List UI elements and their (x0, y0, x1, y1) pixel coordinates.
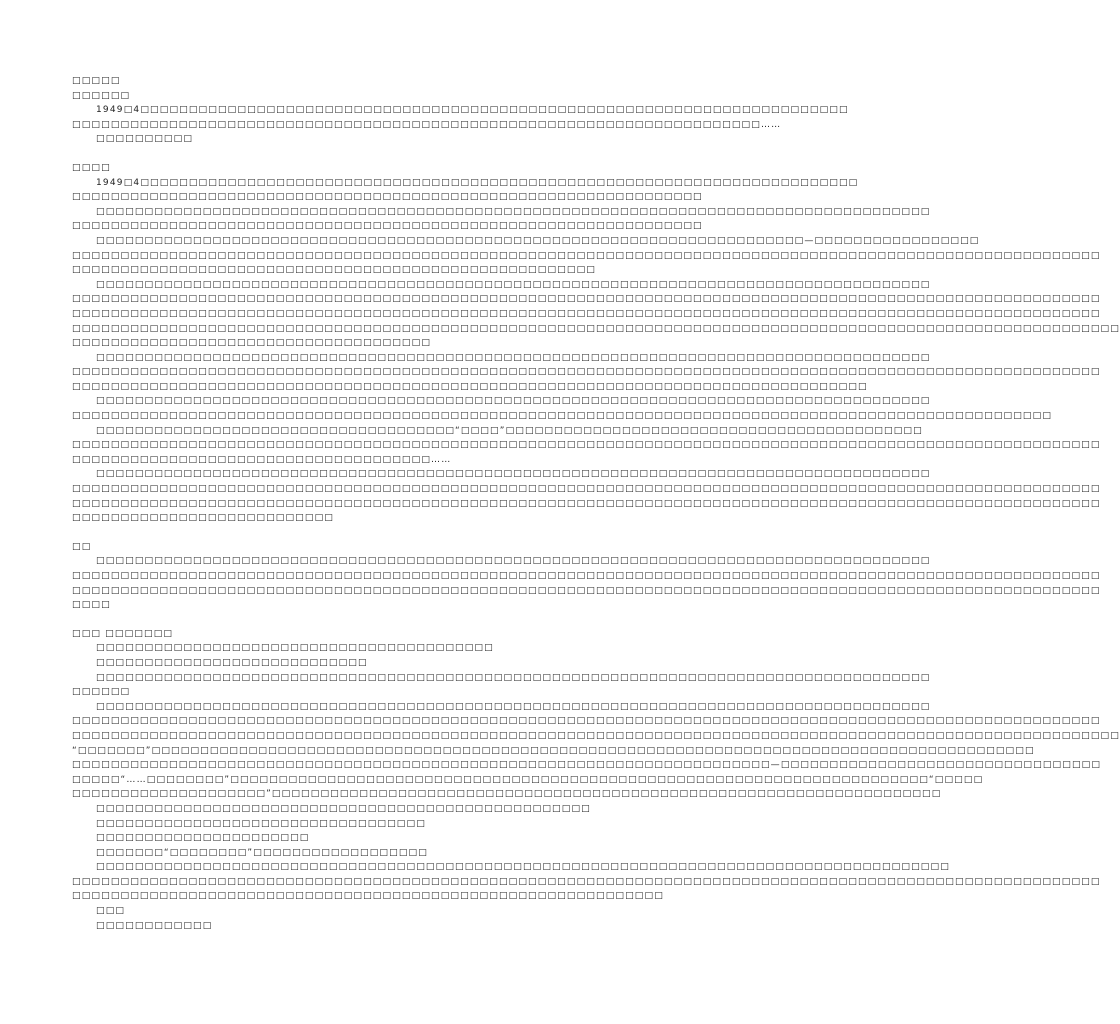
text-line: □□□□□□□□□□□□□□□□□□□□□□□□□□□□□□□□□□□□□□□□□□□□□□□□□□□□□□□□□□□□□□□□□□□□□□□□□□□□□□□□□□□□□□ (96, 352, 931, 363)
text-line: □□□□□□□“□□□□□□□□”□□□□□□□□□□□□□□□□□□ (96, 847, 428, 858)
text-line: □□□□□□□□□□□□□□□□□□□□□□□□□□□□□□□□□□□□□□□□□□□□□□□□□□□□□□□□□□□□□□□□□□□□□□□□□□□□□□□□□□□□□□ (96, 279, 931, 290)
text-line: □□□□□□□□□□□□□□□□□□□□□□□□□□□□□□□□□□□□□□□□□□□□□□□□□□□□□□□□□□□□□ (72, 891, 664, 902)
text-line: □□□□□□□□□□□□□□□□□□□□□□□□□□□□□□□□□□□□□“□□□□”□□□□□□□□□□□□□□□□□□□□□□□□□□□□□□□□□□□□□□□□□□□ (96, 425, 923, 436)
text-line: □□□ (96, 906, 126, 917)
text-line: □□□□□□ (72, 687, 131, 698)
text-line: □□□□□□□□□□□□□□□□□□□□□□□□□□□□□□□□□□□□□□□□□□□□□□□□□□□□□□□□□□□□□□□□□□□□□□□□□□□□□□□□□□□□□□□□ (96, 862, 950, 873)
text-line: □□□□ (72, 162, 111, 173)
text-line: □□□□□□□□□□□□□□□□□□□□□□□□□□□□□□□□□□□□□□□□□□□□□□□□□□□□□□□□□□□□□□□□□□□□□□□□□□□□□□□□□□ (72, 381, 868, 392)
text-line: □□□□□□□□□□□□□□□□□□□□□□□□□□□□□□□□□□□□□□□□□□□□□□□□□□□□□□□□□□□□□□□□□□□□□□□□□□□□□□□□□□□□□□□□□□□□□□□□□□□□□□□□□□ (72, 498, 1101, 509)
text-line: □□□□□□□□□□□□□□□□□□□□□□□□□□□□□□□□□□□□□□□□□□□□□□□□□□□□□□□□□□□□□□□□□□□□□□□□□□□□□□□□□□□□□□ (96, 556, 931, 567)
section-gap (72, 147, 708, 161)
text-line: 1949□4□□□□□□□□□□□□□□□□□□□□□□□□□□□□□□□□□□□□□□□□□□□□□□□□□□□□□□□□□□□□□□□□□□□□□□□□□ (96, 105, 849, 116)
text-line: □□□□□□□□□□□□□□□□□□□□□□□□□□□ (72, 513, 334, 524)
text-line: □□□□□□□□□□□□□□□□□□□□□□□□□□□□□□□□□□□□□□□□□□□□□□□□□□□□□□□□□□□□□□□□□□□□□□□□□□□□□□□□□□□□□□□□□□□□□□□□□□□□□□□□□□ (72, 585, 1101, 596)
text-line: □□□□□□□□□□□□□□□□□□□□□□□□□□□□□□□□□□□□□□□□□□□□□□□□□□□□□□□□□□□□□□□□□□□□□□□□□□□□□□□□□□□□□□□□□□□□□□□□□□□□□□□□□□ (72, 876, 1101, 887)
text-line: □□□□□□□□□□□□□□□□□□□□□□□□□□□□□□□□□□□□□□□□□□□□□□□□□□□□□□□□□□□□□□□□□□□□□□□□□□□□□□□□□□□□□□ (96, 672, 931, 683)
text-line: □□□□□□□□□□□□□□□□□□□□□□□□□□□□□□□□□□ (96, 818, 426, 829)
text-line: □□□□□□□□□□□□□□□□□□□□□□□□□□□□□□□□□□□□□□□□□□□□□□□□□□□□□□□□□□□□□□□□□□□□□□□□□□□□□□□□□□□□□□□□□□□□□□□□□□□□□□□□□□ (72, 716, 1101, 727)
section-gap (72, 526, 708, 540)
text-line: □□□□□□□□□□□□□□□□□□□□□□□□□□□□□□□□□□□□□□□□□□□□□□□□□□□□□□□□□□□□□□□□□ (72, 192, 703, 203)
text-line: “□□□□□□□”□□□□□□□□□□□□□□□□□□□□□□□□□□□□□□□□□□□□□□□□□□□□□□□□□□□□□□□□□□□□□□□□□□□□□□□□□□□□□□□□□□□□□□□□□□□ (72, 745, 1035, 756)
text-line: □□□□□“……□□□□□□□□”□□□□□□□□□□□□□□□□□□□□□□□□□□□□□□□□□□□□□□□□□□□□□□□□□□□□□□□□□□□□□□□□□□□□□□□□“□□□□□ (72, 774, 984, 785)
text-line: □□□□□□□□□□□□□□□□□□□□□□ (96, 833, 310, 844)
text-line: □□□□□□□□□□□□□□□□□□□□□□□□□□□□□□□□□□□□□□□□□□□□□□□□□□□□□□□□□□□□□□□□□□□□□□□□□□□□□□□□□□□□□□□□□□□□□□□□□□□□□□□□□□ (72, 250, 1101, 261)
text-line: □□□□□□□□□□□□□□□□□□□□□□□□□□□□□□□□□□□□□□□□□□□□□□□□□□□ (96, 803, 591, 814)
text-line: □□□□□□□□□□□□□□□□□□□□□□□□□□□□□□□□□□□□□…… (72, 454, 452, 465)
section-gap (72, 613, 708, 627)
text-line: □□□□□□□□□□□□□□□□□□□□□□□□□□□□□□□□□□□□□□□□□□□□□□□□□□□□□□□□□□□□□□□□□□□□□□□□□—□□□□□□□□□□□□□□□□□ (96, 235, 980, 246)
text-line: 1949□4□□□□□□□□□□□□□□□□□□□□□□□□□□□□□□□□□□□□□□□□□□□□□□□□□□□□□□□□□□□□□□□□□□□□□□□□□□ (96, 177, 859, 188)
text-line: □□□□□□□□□□□□□□□□□□□□□□□□□□□□□□□□□□□□□□□□□□□□□□□□□□□□□□□□□□□□□□□□□□□□□□□□□□□□□□□□□□□□□□□□□□□□□□□□□□□□□□□□□□ (72, 440, 1101, 451)
text-line: □□□□□□□□□□□□□□□□□□□□□□□□□□□□□□□□□□□□□□□□□□□□□□□□□□□□□□□□□□□□□□□□□□□□□□□□□□□□□□□□□□□□□□□□□□□□□□□□□□□□□□□□□□ (72, 484, 1101, 495)
text-line: □□□□□□ (72, 90, 131, 101)
document-body (72, 74, 1120, 933)
text-line: □□□□□□□□□□□□ (96, 920, 213, 931)
text-line: □□□□□□□□□□□□□□□□□□□□□□□□□□□□□□□□□□□□□□□□□□□□□□□□□□□□□□□□□□□□□□□□□□□□□□□□□□□□□□□□□□□□□□□□□□□□□□□□□□□□□□□□□□□□ (72, 323, 1120, 334)
text-line: □□□□□□□□□□□□□□□□□□□□□□□□□□□□□□□□□□□□□□□□□□□□□□□□□□□□□□□□□□□□□□□□□□□□□□□□□□□□□□□□□□□□□□□□□□□□□□□□□□□□□□□□□□ (72, 367, 1101, 378)
text-line: □□□□□□□□□□□□□□□□□□□□”□□□□□□□□□□□□□□□□□□□□□□□□□□□□□□□□□□□□□□□□□□□□□□□□□□□□□□□□□□□□□□□□□□□□□ (72, 789, 942, 800)
text-line: □□□□□□□□□□ (96, 134, 194, 145)
text-line: □□ (72, 541, 92, 552)
text-line: □□□□□□□□□□□□□□□□□□□□□□□□□□□□□□□□□□□□□□□□□□□□□□□□□□□□□□□□□□□□□□□□□ (72, 221, 703, 232)
text-line: □□□ □□□□□□□ (72, 628, 174, 639)
text-line: □□□□□□□□□□□□□□□□□□□□□□□□□□□□□□□□□□□□□□□□□□□□□□□□□□□□□□□□□□□□□□□□□□□□□□□…… (72, 119, 782, 130)
text-line: □□□□□□□□□□□□□□□□□□□□□□□□□□□□□□□□□□□□□□□□□ (96, 643, 494, 654)
text-line: □□□□□□□□□□□□□□□□□□□□□□□□□□□□□□□□□□□□□□□□□□□□□□□□□□□□□□□□□□□□□□□□□□□□□□□□□□□□□□□□□□□□□□ (96, 469, 931, 480)
text-line: □□□□□□□□□□□□□□□□□□□□□□□□□□□□□□□□□□□□□□□□□□□□□□□□□□□□□□□□□□□□□□□□□□□□□□□□□□□□□□□□□□□□□□□□□□□□□□□□□□□□□□□□□□□□ (72, 730, 1120, 741)
text-line: □□□□□□□□□□□□□□□□□□□□□□□□□□□□□□□□□□□□□□□□□□□□□□□□□□□□□□□□□□□□□□□□□□□□□□□□—□□□□□□□□□□□□□□□□□□□□□□□□□□□□□□□□□ (72, 760, 1102, 771)
text-line: □□□□□ (72, 76, 121, 86)
text-line: □□□□□□□□□□□□□□□□□□□□□□□□□□□□□□□□□□□□□□□□□□□□□□□□□□□□□□□□□□□□□□□□□□□□□□□□□□□□□□□□□□□□□□ (96, 701, 931, 712)
text-line: □□□□□□□□□□□□□□□□□□□□□□□□□□□□□□□□□□□□□□□□□□□□□□□□□□□□□□□□□□□□□□□□□□□□□□□□□□□□□□□□□□□□□□□□□□□□□□□□□□□□□□□□□□ (72, 308, 1101, 319)
text-line: □□□□□□□□□□□□□□□□□□□□□□□□□□□□□□□□□□□□□□□□□□□□□□□□□□□□□□□□□□□□□□□□□□□□□□□□□□□□□□□□□□□□□□□□□□□□□□□□□□□□□□□□□□ (72, 571, 1101, 581)
text-line: □□□□□□□□□□□□□□□□□□□□□□□□□□□□□□□□□□□□□□□□□□□□□□□□□□□□□□ (72, 265, 596, 276)
text-line: □□□□□□□□□□□□□□□□□□□□□□□□□□□□□□□□□□□□□□□□□□□□□□□□□□□□□□□□□□□□□□□□□□□□□□□□□□□□□□□□□□□□□□ (96, 396, 931, 407)
text-line: □□□□□□□□□□□□□□□□□□□□□□□□□□□□□□□□□□□□□ (72, 338, 432, 349)
text-line: □□□□□□□□□□□□□□□□□□□□□□□□□□□□ (96, 657, 368, 668)
text-line: □□□□ (72, 600, 111, 611)
text-line: □□□□□□□□□□□□□□□□□□□□□□□□□□□□□□□□□□□□□□□□□□□□□□□□□□□□□□□□□□□□□□□□□□□□□□□□□□□□□□□□□□□□□□□□□□□□□□□□□□□□□ (72, 411, 1053, 422)
text-line: □□□□□□□□□□□□□□□□□□□□□□□□□□□□□□□□□□□□□□□□□□□□□□□□□□□□□□□□□□□□□□□□□□□□□□□□□□□□□□□□□□□□□□ (96, 206, 931, 217)
text-line: □□□□□□□□□□□□□□□□□□□□□□□□□□□□□□□□□□□□□□□□□□□□□□□□□□□□□□□□□□□□□□□□□□□□□□□□□□□□□□□□□□□□□□□□□□□□□□□□□□□□□□□□□□ (72, 294, 1101, 305)
